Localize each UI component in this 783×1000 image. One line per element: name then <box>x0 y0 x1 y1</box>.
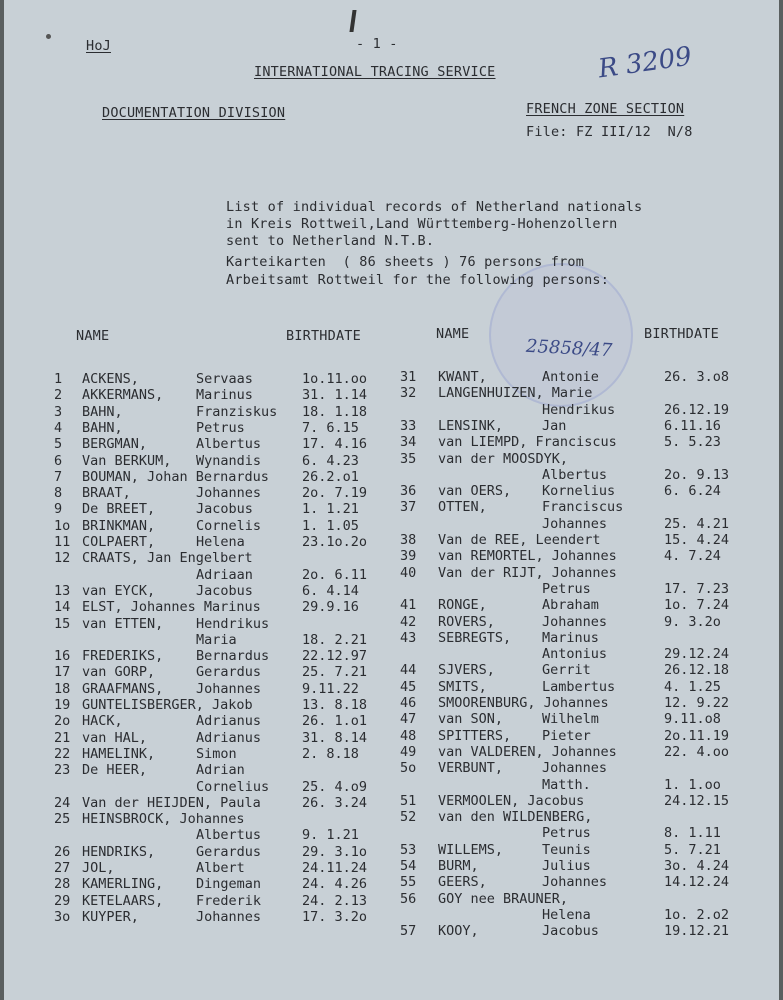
record-number: 3o <box>54 908 71 925</box>
record-row <box>4 451 779 467</box>
record-birthdate: 17. 3.2o <box>302 908 368 925</box>
record-number: 26 <box>54 843 71 860</box>
record-number: 54 <box>400 858 417 874</box>
record-surname: KAMERLING, <box>82 876 164 893</box>
handwritten-number: 25858/47 <box>525 335 613 362</box>
record-row <box>4 825 779 844</box>
record-given-name: Cornelius <box>196 778 270 795</box>
record-birthdate: 26.12.19 <box>664 401 730 418</box>
record-number: 16 <box>54 648 71 665</box>
record-row <box>4 923 779 939</box>
record-birthdate: 1. 1.05 <box>302 517 359 534</box>
record-given-name: Albertus <box>196 827 262 844</box>
record-surname: HACK, <box>82 713 123 730</box>
record-row <box>4 581 779 597</box>
record-number: 45 <box>400 678 417 695</box>
record-birthdate: 29. 3.1o <box>302 843 368 860</box>
intro-line-5: Arbeitsamt Rottweil for the following persons: <box>226 272 610 288</box>
record-birthdate: 18. 1.18 <box>302 403 368 420</box>
record-number: 3 <box>54 403 63 420</box>
record-surname: van OERS, <box>438 483 512 500</box>
record-surname: SJVERS, <box>438 662 495 679</box>
record-row <box>4 597 779 616</box>
record-surname: SEBREGTS, <box>438 629 512 646</box>
intro-line-1: List of individual records of Netherland nationals <box>226 199 643 215</box>
record-number: 49 <box>400 743 417 760</box>
record-row <box>4 711 779 730</box>
record-row <box>4 565 779 581</box>
record-birthdate: 23.1o.2o <box>302 534 368 550</box>
record-surname: KWANT, <box>438 369 487 385</box>
record-given-name: Franziskus <box>196 403 278 420</box>
record-birthdate: 9.11.22 <box>302 680 359 697</box>
record-number: 42 <box>400 613 417 630</box>
record-surname: van der MOOSDYK, <box>438 450 569 467</box>
record-surname: BERGMAN, <box>82 436 148 453</box>
record-surname: SPITTERS, <box>438 727 512 744</box>
record-birthdate: 14.12.24 <box>664 874 730 891</box>
record-given-name: Teunis <box>542 841 591 858</box>
record-birthdate: 26. 1.o1 <box>302 713 368 730</box>
record-given-name: Johannes <box>542 874 608 891</box>
record-birthdate: 22.12.97 <box>302 648 368 665</box>
record-surname: GOY nee BRAUNER, <box>438 890 569 907</box>
record-surname: LENSINK, <box>438 417 504 434</box>
record-surname: van REMORTEL, Johannes <box>438 548 617 565</box>
record-given-name: Johannes <box>542 515 608 532</box>
record-given-name: Petrus <box>542 580 591 597</box>
record-given-name: Wilhelm <box>542 711 599 728</box>
record-given-name: Antonius <box>542 646 608 663</box>
record-given-name: Petrus <box>542 825 591 842</box>
record-surname: van ETTEN, <box>82 615 164 632</box>
record-surname: van HAL, <box>82 729 148 746</box>
record-row <box>4 760 779 779</box>
record-surname: BRAAT, <box>82 485 131 502</box>
record-surname: GRAAFMANS, <box>82 680 164 697</box>
record-row <box>4 385 779 404</box>
record-number: 27 <box>54 860 71 876</box>
record-number: 29 <box>54 892 71 909</box>
record-given-name: Jacobus <box>542 923 599 940</box>
record-given-name: Johannes <box>196 908 262 925</box>
record-number: 2o <box>54 713 71 730</box>
record-number: 28 <box>54 876 71 893</box>
record-birthdate: 24.11.24 <box>302 860 368 876</box>
record-number: 25 <box>54 811 71 828</box>
record-birthdate: 29.9.16 <box>302 599 359 616</box>
record-surname: De HEER, <box>82 762 148 779</box>
record-row <box>4 532 779 548</box>
record-given-name: Gerardus <box>196 664 262 681</box>
record-birthdate: 13. 8.18 <box>302 697 368 713</box>
record-number: 46 <box>400 695 417 711</box>
record-row <box>4 662 779 681</box>
record-given-name: Helena <box>542 906 591 923</box>
record-surname: FREDERIKS, <box>82 648 164 665</box>
column-header-name-left: NAME <box>76 328 110 344</box>
record-row <box>4 744 779 760</box>
section-title: FRENCH ZONE SECTION <box>526 101 685 117</box>
record-surname: Van der HEIJDEN, Paula <box>82 794 261 811</box>
record-number: 31 <box>400 369 417 385</box>
record-birthdate: 9.11.o8 <box>664 711 721 728</box>
record-row <box>4 646 779 665</box>
record-surname: SMOORENBURG, Johannes <box>438 695 609 711</box>
record-surname: LANGENHUIZEN, Marie <box>438 385 593 402</box>
record-surname: WILLEMS, <box>438 841 504 858</box>
record-given-name: Petrus <box>196 419 245 436</box>
record-number: 57 <box>400 923 417 940</box>
record-number: 19 <box>54 697 71 713</box>
record-surname: ROVERS, <box>438 613 495 630</box>
record-birthdate: 7. 6.15 <box>302 419 359 436</box>
record-row <box>4 858 779 874</box>
record-birthdate: 8. 1.11 <box>664 825 721 842</box>
record-number: 40 <box>400 564 417 581</box>
record-birthdate: 1o.11.oo <box>302 371 368 387</box>
record-row <box>4 728 779 744</box>
record-number: 14 <box>54 599 71 616</box>
punch-hole <box>46 34 51 39</box>
record-given-name: Cornelis <box>196 517 262 534</box>
column-header-birthdate-right: BIRTHDATE <box>644 326 719 342</box>
record-surname: Van BERKUM, <box>82 452 172 469</box>
record-birthdate: 1. 1.21 <box>302 501 359 518</box>
record-given-name: Bernardus <box>196 648 270 665</box>
record-given-name: Jan <box>542 417 567 434</box>
record-given-name: Simon <box>196 745 237 762</box>
record-number: 48 <box>400 727 417 744</box>
handwritten-reference: R 3209 <box>596 41 694 85</box>
record-given-name: Albertus <box>196 436 262 453</box>
record-row <box>4 467 779 483</box>
record-given-name: Adrian <box>196 762 245 779</box>
record-surname: ELST, Johannes Marinus <box>82 599 261 616</box>
record-birthdate: 9. 1.21 <box>302 827 359 844</box>
record-row <box>4 809 779 828</box>
record-birthdate: 31. 8.14 <box>302 729 368 746</box>
record-number: 55 <box>400 874 417 891</box>
record-given-name: Hendrikus <box>196 615 270 632</box>
record-birthdate: 2o. 7.19 <box>302 485 368 502</box>
record-surname: KOOY, <box>438 923 479 940</box>
record-number: 56 <box>400 890 417 907</box>
record-row <box>4 402 779 418</box>
record-given-name: Servaas <box>196 371 253 387</box>
record-birthdate: 1. 1.oo <box>664 776 721 793</box>
header-initials: HoJ <box>86 38 111 54</box>
record-number: 32 <box>400 385 417 402</box>
record-birthdate: 19.12.21 <box>664 923 730 940</box>
record-given-name: Albertus <box>542 466 608 483</box>
record-row <box>4 874 779 893</box>
column-header-name-right: NAME <box>436 326 470 342</box>
record-given-name: Julius <box>542 858 591 874</box>
record-given-name: Abraham <box>542 597 599 614</box>
record-birthdate: 1o. 2.o2 <box>664 906 730 923</box>
division-title: DOCUMENTATION DIVISION <box>102 105 286 121</box>
record-row <box>4 369 779 385</box>
record-surname: Van der RIJT, Johannes <box>438 564 617 581</box>
record-surname: van den WILDENBERG, <box>438 809 593 826</box>
record-surname: BOUMAN, Johan Bernardus <box>82 468 269 485</box>
record-given-name: Matth. <box>542 776 591 793</box>
record-birthdate: 1o. 7.24 <box>664 597 730 614</box>
record-number: 15 <box>54 615 71 632</box>
record-birthdate: 6. 6.24 <box>664 483 721 500</box>
record-given-name: Adriaan <box>196 566 253 583</box>
record-number: 52 <box>400 809 417 826</box>
record-birthdate: 18. 2.21 <box>302 631 368 648</box>
record-surname: De BREET, <box>82 501 156 518</box>
record-surname: KETELAARS, <box>82 892 164 909</box>
record-number: 47 <box>400 711 417 728</box>
record-number: 9 <box>54 501 63 518</box>
record-birthdate: 2o. 6.11 <box>302 566 368 583</box>
record-given-name: Maria <box>196 631 237 648</box>
record-surname: HENDRIKS, <box>82 843 156 860</box>
organization-title: INTERNATIONAL TRACING SERVICE <box>254 64 496 80</box>
record-row <box>4 630 779 646</box>
record-birthdate: 24. 4.26 <box>302 876 368 893</box>
record-given-name: Marinus <box>542 629 599 646</box>
record-given-name: Kornelius <box>542 483 616 500</box>
record-given-name: Jacobus <box>196 582 253 599</box>
record-surname: BURM, <box>438 858 479 874</box>
record-number: 34 <box>400 434 417 451</box>
record-row <box>4 499 779 518</box>
record-number: 21 <box>54 729 71 746</box>
record-birthdate: 25. 7.21 <box>302 664 368 681</box>
record-surname: BAHN, <box>82 403 123 420</box>
record-surname: Van de REE, Leendert <box>438 532 601 548</box>
record-row <box>4 777 779 793</box>
record-surname: BRINKMAN, <box>82 517 156 534</box>
record-number: 35 <box>400 450 417 467</box>
record-surname: RONGE, <box>438 597 487 614</box>
record-row <box>4 907 779 923</box>
record-birthdate: 26. 3.24 <box>302 794 368 811</box>
record-given-name: Gerrit <box>542 662 591 679</box>
record-number: 44 <box>400 662 417 679</box>
record-row <box>4 418 779 434</box>
record-given-name: Hendrikus <box>542 401 616 418</box>
record-number: 23 <box>54 762 71 779</box>
record-given-name: Adrianus <box>196 729 262 746</box>
record-surname: VERMOOLEN, Jacobus <box>438 792 585 809</box>
record-given-name: Johannes <box>542 760 608 777</box>
record-surname: AKKERMANS, <box>82 387 164 404</box>
record-number: 1 <box>54 371 63 387</box>
record-number: 6 <box>54 452 63 469</box>
record-given-name: Johannes <box>542 613 608 630</box>
record-birthdate: 6. 4.23 <box>302 452 359 469</box>
record-given-name: Frederik <box>196 892 262 909</box>
record-birthdate: 2. 8.18 <box>302 745 359 762</box>
record-number: 2 <box>54 387 63 404</box>
record-birthdate: 6. 4.14 <box>302 582 359 599</box>
record-given-name: Franciscus <box>542 499 624 516</box>
record-birthdate: 12. 9.22 <box>664 695 730 711</box>
record-number: 38 <box>400 532 417 548</box>
record-birthdate: 24.12.15 <box>664 792 730 809</box>
record-row <box>4 679 779 695</box>
record-birthdate: 3o. 4.24 <box>664 858 730 874</box>
record-number: 37 <box>400 499 417 516</box>
record-number: 5 <box>54 436 63 453</box>
record-birthdate: 4. 7.24 <box>664 548 721 565</box>
record-birthdate: 26. 3.o8 <box>664 369 730 385</box>
record-number: 5o <box>400 760 417 777</box>
record-number: 7 <box>54 468 63 485</box>
record-row <box>4 548 779 567</box>
record-surname: VERBUNT, <box>438 760 504 777</box>
record-given-name: Wynandis <box>196 452 262 469</box>
record-number: 39 <box>400 548 417 565</box>
record-number: 8 <box>54 485 63 502</box>
record-number: 36 <box>400 483 417 500</box>
record-birthdate: 24. 2.13 <box>302 892 368 909</box>
record-birthdate: 5. 5.23 <box>664 434 721 451</box>
intro-line-4: Karteikarten ( 86 sheets ) 76 persons from <box>226 254 585 270</box>
column-header-birthdate-left: BIRTHDATE <box>286 328 361 344</box>
record-surname: HEINSBROCK, Johannes <box>82 811 245 828</box>
record-number: 24 <box>54 794 71 811</box>
record-surname: van GORP, <box>82 664 156 681</box>
record-number: 18 <box>54 680 71 697</box>
record-surname: KUYPER, <box>82 908 139 925</box>
record-row <box>4 434 779 453</box>
record-birthdate: 26.2.o1 <box>302 468 359 485</box>
record-birthdate: 5. 7.21 <box>664 841 721 858</box>
record-surname: ACKENS, <box>82 371 139 387</box>
record-surname: GEERS, <box>438 874 487 891</box>
record-row <box>4 483 779 502</box>
intro-line-2: in Kreis Rottweil,Land Württemberg-Hohenzollern <box>226 216 618 232</box>
record-birthdate: 29.12.24 <box>664 646 730 663</box>
record-number: 1o <box>54 517 71 534</box>
record-birthdate: 9. 3.2o <box>664 613 721 630</box>
record-row <box>4 891 779 907</box>
record-given-name: Lambertus <box>542 678 616 695</box>
record-birthdate: 26.12.18 <box>664 662 730 679</box>
record-given-name: Albert <box>196 860 245 876</box>
record-birthdate: 22. 4.oo <box>664 743 730 760</box>
record-number: 33 <box>400 417 417 434</box>
record-birthdate: 6.11.16 <box>664 417 721 434</box>
record-birthdate: 17. 4.16 <box>302 436 368 453</box>
record-number: 4 <box>54 419 63 436</box>
file-reference: File: FZ III/12 N/8 <box>526 124 693 140</box>
record-number: 12 <box>54 550 71 567</box>
paper-tear-mark <box>349 10 356 32</box>
record-given-name: Dingeman <box>196 876 262 893</box>
record-birthdate: 2o. 9.13 <box>664 466 730 483</box>
record-surname: CRAATS, Jan Engelbert <box>82 550 253 567</box>
record-surname: HAMELINK, <box>82 745 156 762</box>
record-surname: van LIEMPD, Franciscus <box>438 434 617 451</box>
record-number: 43 <box>400 629 417 646</box>
record-number: 13 <box>54 582 71 599</box>
record-surname: SMITS, <box>438 678 487 695</box>
record-number: 53 <box>400 841 417 858</box>
record-given-name: Adrianus <box>196 713 262 730</box>
record-birthdate: 15. 4.24 <box>664 532 730 548</box>
record-surname: van SON, <box>438 711 504 728</box>
record-birthdate: 25. 4.21 <box>664 515 730 532</box>
record-number: 11 <box>54 534 71 550</box>
record-given-name: Helena <box>196 534 245 550</box>
record-row <box>4 614 779 630</box>
record-number: 51 <box>400 792 417 809</box>
record-surname: OTTEN, <box>438 499 487 516</box>
record-given-name: Gerardus <box>196 843 262 860</box>
record-number: 41 <box>400 597 417 614</box>
page-number: - 1 - <box>356 36 398 52</box>
record-birthdate: 2o.11.19 <box>664 727 730 744</box>
record-surname: van VALDEREN, Johannes <box>438 743 617 760</box>
record-given-name: Jacobus <box>196 501 253 518</box>
record-row <box>4 793 779 809</box>
document-page <box>4 0 779 1000</box>
record-given-name: Johannes <box>196 680 262 697</box>
record-given-name: Antonie <box>542 369 599 385</box>
record-surname: JOL, <box>82 860 115 876</box>
record-row <box>4 695 779 711</box>
record-birthdate: 17. 7.23 <box>664 580 730 597</box>
record-given-name: Marinus <box>196 387 253 404</box>
record-birthdate: 4. 1.25 <box>664 678 721 695</box>
record-number: 17 <box>54 664 71 681</box>
record-surname: COLPAERT, <box>82 534 156 550</box>
record-surname: GUNTELISBERGER, Jakob <box>82 697 253 713</box>
record-row <box>4 516 779 532</box>
record-surname: van EYCK, <box>82 582 156 599</box>
intro-line-3: sent to Netherland N.T.B. <box>226 233 435 249</box>
record-birthdate: 31. 1.14 <box>302 387 368 404</box>
record-surname: BAHN, <box>82 419 123 436</box>
record-given-name: Johannes <box>196 485 262 502</box>
record-row <box>4 842 779 858</box>
record-birthdate: 25. 4.o9 <box>302 778 368 795</box>
record-number: 22 <box>54 745 71 762</box>
record-given-name: Pieter <box>542 727 591 744</box>
